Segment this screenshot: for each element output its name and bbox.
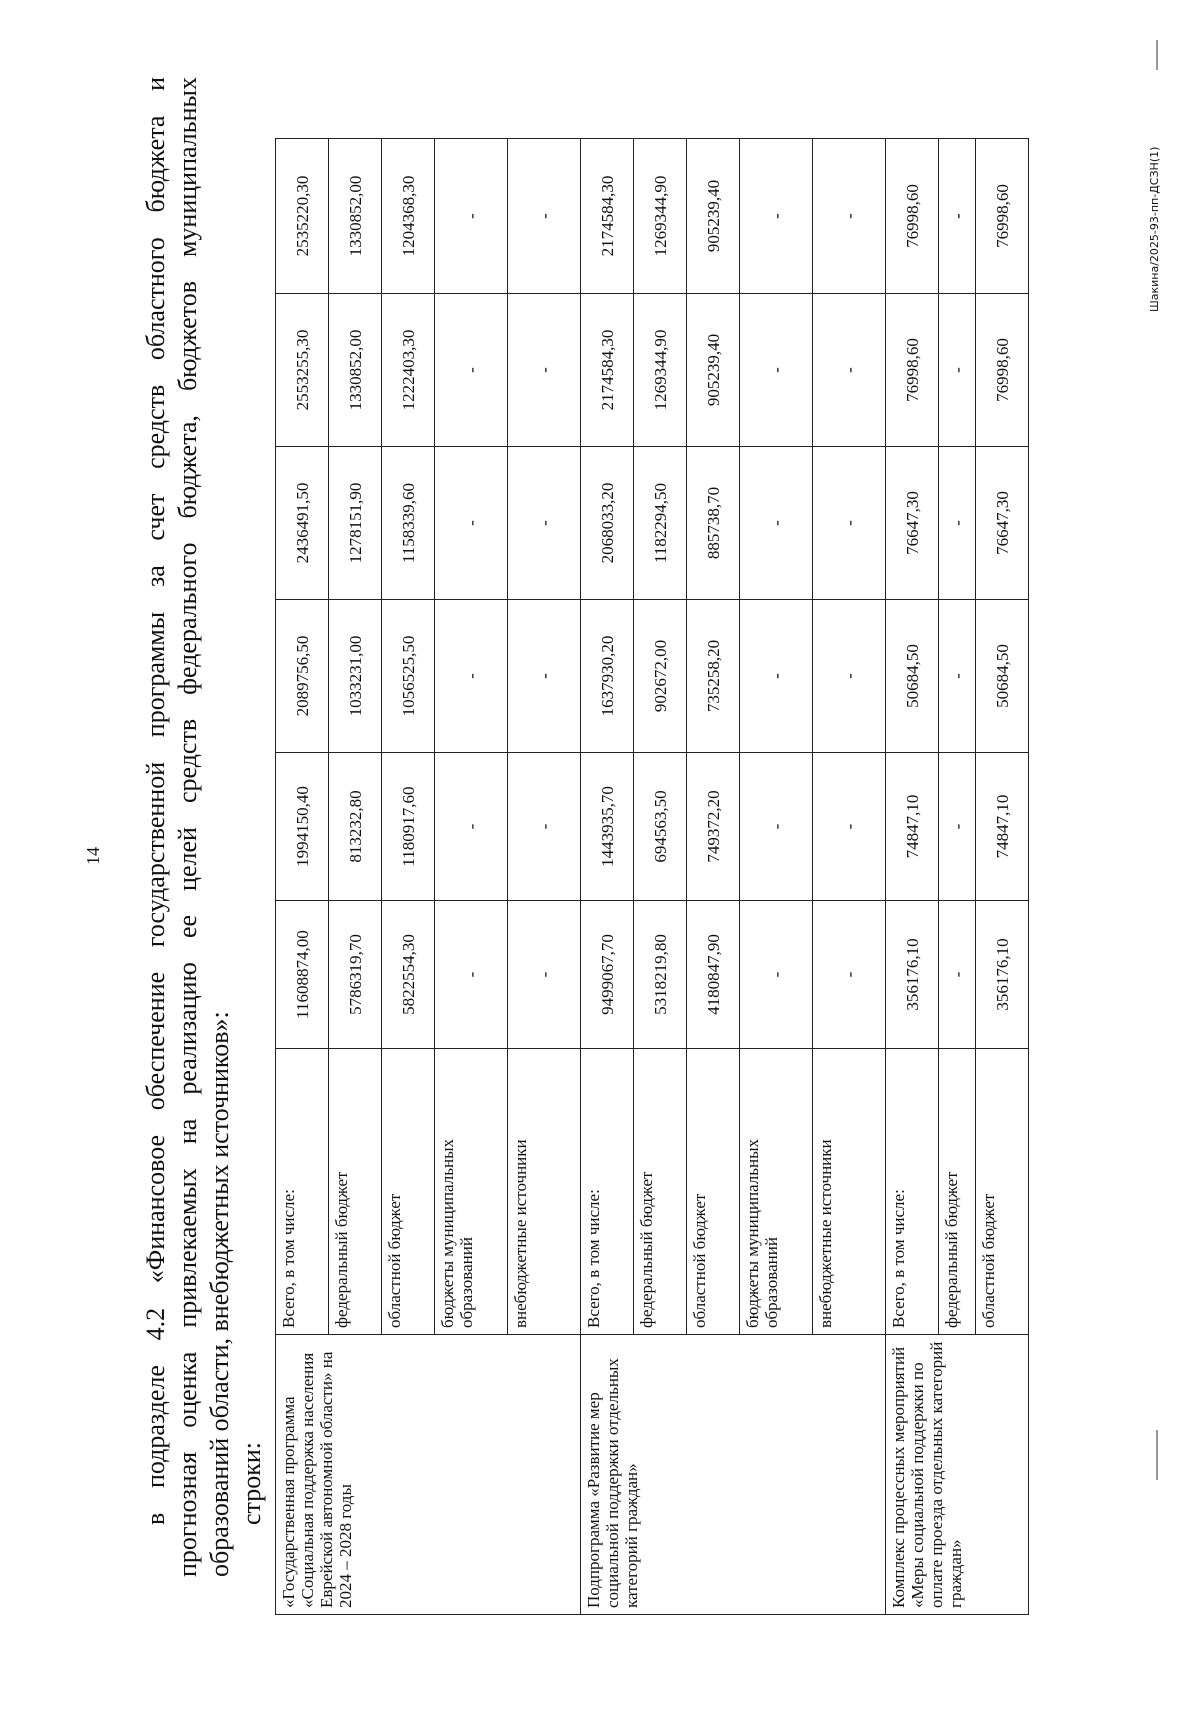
amount-cell: - xyxy=(435,753,508,901)
amount-cell: - xyxy=(508,294,581,447)
funding-source-cell: областной бюджет xyxy=(382,1049,435,1335)
amount-cell: 1222403,30 xyxy=(382,294,435,447)
amount-cell: 9499067,70 xyxy=(581,901,634,1049)
program-title-cell: «Государственная программа «Социальная поддержка населения Еврейской автономной области» на 2024 – 2028 годы xyxy=(276,1335,581,1615)
funding-source-cell: областной бюджет xyxy=(976,1049,1029,1335)
amount-cell: 813232,80 xyxy=(329,753,382,901)
amount-cell: 5786319,70 xyxy=(329,901,382,1049)
amount-cell: 694563,50 xyxy=(634,753,687,901)
amount-cell: 2553255,30 xyxy=(276,294,329,447)
funding-source-cell: федеральный бюджет xyxy=(329,1049,382,1335)
amount-cell: 905239,40 xyxy=(687,294,740,447)
amount-cell: 1637930,20 xyxy=(581,600,634,753)
intro-paragraph xyxy=(140,77,268,1577)
amount-cell: 905239,40 xyxy=(687,139,740,294)
funding-source-cell: Всего, в том числе: xyxy=(581,1049,634,1335)
funding-source-cell: внебюджетные источники xyxy=(813,1049,886,1335)
amount-cell: - xyxy=(939,447,976,600)
amount-cell: - xyxy=(508,901,581,1049)
amount-cell: 2436491,50 xyxy=(276,447,329,600)
amount-cell: 2535220,30 xyxy=(276,139,329,294)
amount-cell: 1180917,60 xyxy=(382,753,435,901)
amount-cell: 2068033,20 xyxy=(581,447,634,600)
amount-cell: 50684,50 xyxy=(886,600,939,753)
amount-cell: 1443935,70 xyxy=(581,753,634,901)
amount-cell: 5822554,30 xyxy=(382,901,435,1049)
amount-cell: 1269344,90 xyxy=(634,294,687,447)
amount-cell: 74847,10 xyxy=(976,753,1029,901)
amount-cell: - xyxy=(435,600,508,753)
amount-cell: - xyxy=(435,139,508,294)
amount-cell: 74847,10 xyxy=(886,753,939,901)
amount-cell: 76647,30 xyxy=(886,447,939,600)
amount-cell: 50684,50 xyxy=(976,600,1029,753)
funding-source-cell: областной бюджет xyxy=(687,1049,740,1335)
amount-cell: 735258,20 xyxy=(687,600,740,753)
amount-cell: - xyxy=(939,294,976,447)
amount-cell: - xyxy=(813,901,886,1049)
amount-cell: 76998,60 xyxy=(886,139,939,294)
amount-cell: 76998,60 xyxy=(976,294,1029,447)
funding-source-cell: бюджеты муниципальных образований xyxy=(740,1049,813,1335)
amount-cell: 1204368,30 xyxy=(382,139,435,294)
amount-cell: 1033231,00 xyxy=(329,600,382,753)
page-number: 14 xyxy=(83,847,103,865)
amount-cell: - xyxy=(435,294,508,447)
amount-cell: 356176,10 xyxy=(976,901,1029,1049)
amount-cell: 1182294,50 xyxy=(634,447,687,600)
amount-cell: - xyxy=(740,447,813,600)
amount-cell: 1056525,50 xyxy=(382,600,435,753)
amount-cell: 2089756,50 xyxy=(276,600,329,753)
amount-cell: 4180847,90 xyxy=(687,901,740,1049)
amount-cell: 2174584,30 xyxy=(581,139,634,294)
amount-cell: - xyxy=(939,600,976,753)
table-row xyxy=(886,139,939,1615)
amount-cell: - xyxy=(508,753,581,901)
amount-cell: 2174584,30 xyxy=(581,294,634,447)
amount-cell: - xyxy=(740,600,813,753)
amount-cell: - xyxy=(508,600,581,753)
amount-cell: 1269344,90 xyxy=(634,139,687,294)
amount-cell: 356176,10 xyxy=(886,901,939,1049)
amount-cell: 749372,20 xyxy=(687,753,740,901)
funding-source-cell: федеральный бюджет xyxy=(634,1049,687,1335)
amount-cell: - xyxy=(939,901,976,1049)
funding-source-cell: федеральный бюджет xyxy=(939,1049,976,1335)
amount-cell: 1330852,00 xyxy=(329,294,382,447)
amount-cell: - xyxy=(813,294,886,447)
amount-cell: - xyxy=(740,901,813,1049)
amount-cell: 5318219,80 xyxy=(634,901,687,1049)
amount-cell: 1994150,40 xyxy=(276,753,329,901)
amount-cell: - xyxy=(813,447,886,600)
amount-cell: 76647,30 xyxy=(976,447,1029,600)
amount-cell: 902672,00 xyxy=(634,600,687,753)
amount-cell: - xyxy=(939,753,976,901)
scan-margin-mark xyxy=(1156,40,1158,70)
program-title-cell: Подпрограмма «Развитие мер социальной поддержки отдельных категорий граждан» xyxy=(581,1335,886,1615)
amount-cell: 1278151,90 xyxy=(329,447,382,600)
amount-cell: 1330852,00 xyxy=(329,139,382,294)
table-row xyxy=(276,139,329,1615)
intro-line: образований области, внебюджетных источников»: xyxy=(205,1011,234,1577)
amount-cell: 11608874,00 xyxy=(276,901,329,1049)
amount-cell: 1158339,60 xyxy=(382,447,435,600)
funding-source-cell: внебюджетные источники xyxy=(508,1049,581,1335)
financing-table xyxy=(275,138,1029,1615)
amount-cell: - xyxy=(813,753,886,901)
amount-cell: - xyxy=(435,447,508,600)
funding-source-cell: Всего, в том числе: xyxy=(886,1049,939,1335)
amount-cell: - xyxy=(740,753,813,901)
amount-cell: 76998,60 xyxy=(976,139,1029,294)
document-footer-code: Шакина/2025-93-пп-ДСЗН(1) xyxy=(1148,146,1161,312)
amount-cell: - xyxy=(435,901,508,1049)
scan-margin-mark xyxy=(1156,1430,1158,1480)
amount-cell: - xyxy=(740,294,813,447)
funding-source-cell: Всего, в том числе: xyxy=(276,1049,329,1335)
table-row xyxy=(581,139,634,1615)
amount-cell: - xyxy=(939,139,976,294)
intro-line: прогнозная оценка привлекаемых на реализацию ее целей средств федерального бюджета, бюджетов муниципальных xyxy=(173,77,202,1577)
intro-line: строки: xyxy=(237,1442,266,1525)
amount-cell: - xyxy=(740,139,813,294)
amount-cell: - xyxy=(813,139,886,294)
amount-cell: - xyxy=(508,139,581,294)
amount-cell: 76998,60 xyxy=(886,294,939,447)
program-title-cell: Комплекс процессных мероприятий «Меры социальной поддержки по оплате проезда отдельных категорий граждан» xyxy=(886,1335,1029,1615)
amount-cell: 885738,70 xyxy=(687,447,740,600)
amount-cell: - xyxy=(813,600,886,753)
funding-source-cell: бюджеты муниципальных образований xyxy=(435,1049,508,1335)
amount-cell: - xyxy=(508,447,581,600)
intro-line: в подразделе 4.2 «Финансовое обеспечение государственной программы за счет средств областного бюджета и xyxy=(141,77,170,1525)
